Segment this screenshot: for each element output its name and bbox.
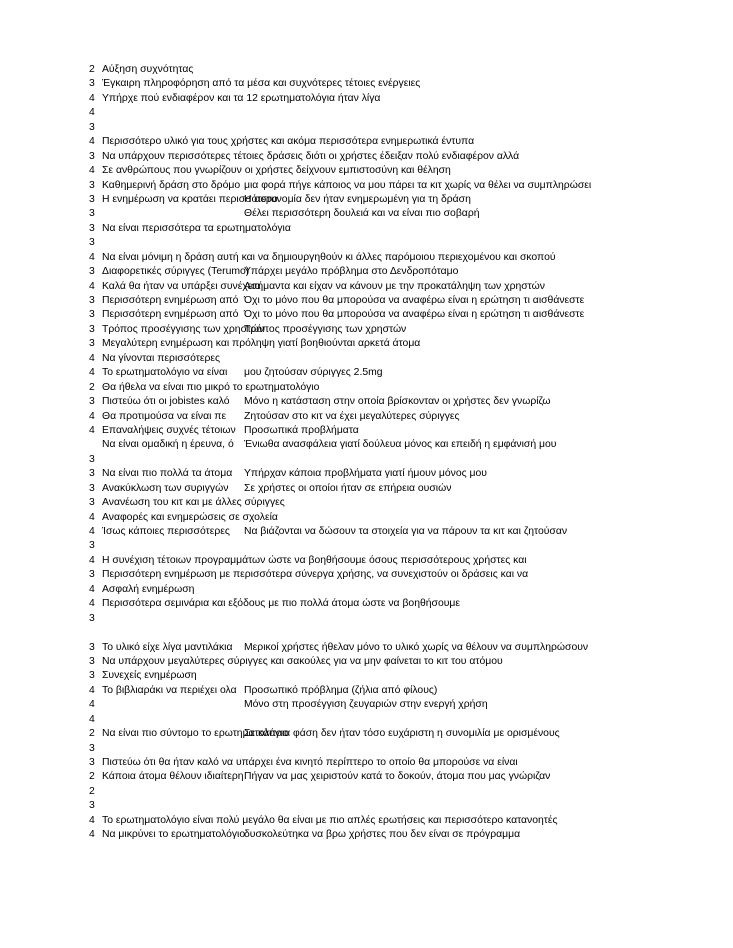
suggestion-cell: Να είναι πιο σύντομο το ερωτηματολόγιο [102,728,289,740]
rating-cell: 3 [89,641,95,653]
rating-cell: 3 [89,670,95,682]
rating-cell: 2 [89,728,95,740]
table-row [0,713,733,727]
table-row [0,828,733,842]
problem-cell: Μόνο στη προσέγγιση ζευγαριών στην ενεργή χρήση [244,699,488,711]
rating-cell: 3 [89,222,95,234]
problem-cell: Σε κάποια φάση δεν ήταν τόσο ευχάριστη η συνομιλία με ορισμένους [244,728,560,740]
problem-cell: Υπήρχαν κάποια προβλήματα γιατί ήμουν μόνος μου [244,468,487,480]
problem-cell: μου ζητούσαν σύριγγες 2.5mg [244,367,383,379]
table-row [0,727,733,741]
suggestion-cell: Αύξηση συχνότητας [102,64,194,75]
table-row [0,467,733,481]
rating-cell: 3 [89,540,95,552]
table-row [0,698,733,712]
suggestion-cell: Περισσότερο υλικό για τους χρήστες και ακόμα περισσότερα ενημερωτικά έντυπα [102,136,475,148]
suggestion-cell: Υπήρχε πού ενδιαφέρον και τα 12 ερωτηματολόγια ήταν λίγα [102,92,381,104]
suggestion-cell: Ανακύκλωση των συριγγών [102,482,229,494]
rating-cell: 4 [89,554,95,566]
table-row [0,265,733,279]
problem-cell: Όχι το μόνο που θα μπορούσα να αναφέρω είναι η ερώτηση τι αισθάνεστε [244,309,585,321]
table-row [0,251,733,265]
rating-cell: 4 [89,107,95,119]
table-row [0,641,733,655]
problem-cell: Τρόπος προσέγγισης των χρηστών [244,323,407,335]
rating-cell: 4 [89,684,95,696]
rating-cell: 3 [89,295,95,306]
suggestion-cell: Η ενημέρωση να κρατάει περισσότερο [102,193,278,205]
suggestion-cell: Περισσότερη ενημέρωση από [102,309,239,321]
suggestion-cell: Έγκαιρη πληροφόρηση από τα μέσα και συχνότερες τέτοιες ενέργειες [102,78,421,90]
table-row [0,106,733,120]
rating-cell: 3 [89,453,95,465]
table-row [0,207,733,221]
suggestion-cell: Συνεχείς ενημέρωση [102,670,197,682]
rating-cell: 4 [89,424,95,436]
problem-cell: Μόνο η κατάσταση στην οποία βρίσκονταν οι χρήστες δεν γνωρίζω [244,396,551,408]
table-row [0,294,733,308]
suggestion-cell: Θα ήθελα να είναι πιο μικρό το ερωτηματολόγιο [102,381,320,393]
table-row [0,453,733,467]
suggestion-cell: Ίσως κάποιες περισσότερες [102,526,230,537]
table-row [0,395,733,409]
table-row [0,770,733,784]
table-row [0,121,733,135]
table-row [0,612,733,626]
table-row [0,669,733,683]
rating-cell: 4 [89,352,95,364]
table-row [0,352,733,366]
suggestion-cell: Καλά θα ήταν να υπάρξει συνέχεια [102,280,261,292]
rating-cell: 4 [89,280,95,292]
rating-cell: 4 [89,699,95,711]
problem-cell: Πήγαν να μας χειριστούν κατά το δοκούν, άτομα που μας γνώριζαν [244,771,551,783]
problem-cell: Υπάρχει μεγάλο πρόβλημα στο Δενδροπόταμο [244,266,459,278]
suggestion-cell: Επαναλήψεις συχνές τέτοιων [102,424,236,436]
table-row [0,482,733,496]
rating-cell: 3 [89,612,95,624]
rating-cell: 4 [89,92,95,104]
rating-cell: 3 [89,323,95,335]
rating-cell: 4 [89,511,95,523]
suggestion-cell: Το ερωτηματολόγιο είναι πολύ μεγάλο θα είναι με πιο απλές ερωτήσεις και περισσότερο κατανοητές [102,814,558,826]
rating-cell: 3 [89,150,95,162]
rating-cell: 4 [89,598,95,610]
table-row [0,150,733,164]
suggestion-cell: Περισσότερα σεμινάρια και εξόδους με πιο πολλά άτομα ώστε να βοηθήσουμε [102,598,461,610]
rating-cell: 4 [89,136,95,148]
problem-cell: Η αστυνομία δεν ήταν ενημερωμένη για τη δράση [244,193,471,205]
table-row [0,799,733,813]
table-row [0,236,733,250]
rating-cell: 2 [89,381,95,393]
table-row [0,684,733,698]
suggestion-cell: Διαφορετικές σύριγγες (Terumo) [102,266,250,278]
rating-cell: 3 [89,742,95,754]
suggestion-cell: Να γίνονται περισσότερες [102,352,220,364]
rating-cell: 3 [89,309,95,321]
table-row [0,626,733,640]
rating-cell: 3 [89,468,95,480]
rating-cell: 4 [89,251,95,263]
rating-cell: 3 [89,179,95,191]
suggestion-cell: Το υλικό είχε λίγα μαντιλάκια [102,641,233,653]
problem-cell: Όχι το μόνο που θα μπορούσα να αναφέρω είναι η ερώτηση τι αισθάνεστε [244,295,585,306]
rating-cell: 3 [89,396,95,408]
suggestion-cell: Ανανέωση του κιτ και με άλλες σύριγγες [102,497,285,509]
table-row [0,655,733,669]
problem-cell: Να βιάζονται να δώσουν τα στοιχεία για να πάρουν τα κιτ και ζητούσαν [244,526,568,537]
rating-cell: 3 [89,569,95,581]
suggestion-cell: Μεγαλύτερη ενημέρωση και πρόληψη γιατί βοηθιούνται αρκετά άτομα [102,338,421,350]
rating-cell: 4 [89,713,95,725]
table-row [0,135,733,149]
table-row [0,410,733,424]
suggestion-cell: Το βιβλιαράκι να περιέχει ολα [102,684,237,696]
suggestion-cell: Πιστεύω ότι οι jobistes καλό [102,396,230,408]
problem-cell: Θέλει περισσότερη δουλειά και να είναι πιο σοβαρή [244,208,480,220]
table-row [0,597,733,611]
suggestion-cell: Η συνέχιση τέτοιων προγραμμάτων ώστε να βοηθήσουμε όσους περισσότερους χρήστες και [102,554,527,566]
rating-cell: 4 [89,526,95,537]
table-row [0,280,733,294]
table-row [0,583,733,597]
table-row [0,511,733,525]
table-row [0,308,733,322]
problem-cell: Προσωπικά προβλήματα [244,424,359,436]
spreadsheet-printout [0,63,733,843]
suggestion-cell: Θα προτιμούσα να είναι πε [102,410,227,422]
rating-cell: 4 [89,367,95,379]
table-row [0,193,733,207]
table-row [0,539,733,553]
problem-cell: Προσωπικό πρόβλημα (ζήλια από φίλους) [244,684,438,696]
table-row [0,785,733,799]
table-row [0,496,733,510]
rating-cell: 4 [89,410,95,422]
table-row [0,92,733,106]
suggestion-cell: Σε ανθρώπους που γνωρίζουν οι χρήστες δείχνουν εμπιστοσύνη και θέληση [102,165,451,177]
suggestion-cell: Πιστεύω ότι θα ήταν καλό να υπάρχει ένα κινητό περίπτερο το οποίο θα μπορούσε να είναι [102,757,518,768]
problem-cell: μια φορά πήγε κάποιος να μου πάρει τα κιτ χωρίς να θέλει να συμπληρώσει [244,179,592,191]
suggestion-cell: Αναφορές και ενημερώσεις σε σχολεία [102,511,278,523]
rating-cell: 2 [89,771,95,783]
rating-cell: 3 [89,482,95,494]
table-row [0,424,733,438]
suggestion-cell: Το ερωτηματολόγιο να είναι [102,367,228,379]
table-row [0,568,733,582]
table-row [0,323,733,337]
suggestion-cell: Να είναι πιο πολλά τα άτομα [102,468,233,480]
rating-cell: 3 [89,193,95,205]
table-row [0,554,733,568]
rating-cell: 3 [89,497,95,509]
problem-cell: Ασήμαντα και είχαν να κάνουν με την προκατάληψη των χρηστών [244,280,545,292]
table-row [0,179,733,193]
rating-cell: 3 [89,78,95,90]
suggestion-cell: Περισσότερη ενημέρωση από [102,295,239,306]
rating-cell: 2 [89,785,95,797]
rating-cell: 3 [89,655,95,667]
table-row [0,438,733,452]
table-row [0,77,733,91]
suggestion-cell: Να υπάρχουν μεγαλύτερες σύριγγες και σακούλες για να μην φαίνεται το κιτ του ατόμου [102,655,503,667]
suggestion-cell: Τρόπος προσέγγισης των χρηστών [102,323,265,335]
problem-cell: Σε χρήστες οι οποίοι ήταν σε επήρεια ουσιών [244,482,452,494]
suggestion-cell: Να μικρύνει το ερωτηματολόγιο [102,829,246,841]
suggestion-cell: Ασφαλή ενημέρωση [102,583,195,595]
table-row [0,381,733,395]
problem-cell: Μερικοί χρήστες ήθελαν μόνο το υλικό χωρίς να θέλουν να συμπληρώσουν [244,641,589,653]
suggestion-cell: Να είναι περισσότερα τα ερωτηματολόγια [102,222,291,234]
suggestion-cell: Να είναι μόνιμη η δράση αυτή και να δημιουργηθούν κι άλλες παρόμοιου περιεχομένου και σκοπού [102,251,556,263]
rating-cell: 3 [89,800,95,812]
rating-cell: 3 [89,266,95,278]
problem-cell: δυσκολεύτηκα να βρω χρήστες που δεν είναι σε πρόγραμμα [244,829,521,841]
suggestion-cell: Περισσότερη ενημέρωση με περισσότερα σύνεργα χρήσης, να συνεχιστούν οι δράσεις και να [102,569,529,581]
table-row [0,366,733,380]
rating-cell: 3 [89,237,95,249]
rating-cell: 4 [89,165,95,177]
rating-cell: 2 [89,64,95,75]
rating-cell: 4 [89,829,95,841]
rating-cell: 4 [89,814,95,826]
rating-cell: 3 [89,121,95,133]
rating-cell: 3 [89,757,95,768]
rating-cell: 3 [89,338,95,350]
table-row [0,525,733,539]
table-row [0,63,733,77]
suggestion-cell: Να υπάρχουν περισσότερες τέτοιες δράσεις διότι οι χρήστες έδειξαν πολύ ενδιαφέρον αλλά [102,150,520,162]
suggestion-cell: Κάποια άτομα θέλουν ιδιαίτερη [102,771,244,783]
table-row [0,814,733,828]
problem-cell: Ένιωθα ανασφάλεια γιατί δούλευα μόνος και επειδή η εμφάνισή μου [244,439,557,451]
table-row [0,164,733,178]
rating-cell: 3 [89,208,95,220]
table-row [0,222,733,236]
suggestion-cell: Να είναι ομαδική η έρευνα, ό [102,439,234,451]
table-row [0,337,733,351]
table-row [0,742,733,756]
table-row [0,756,733,770]
problem-cell: Ζητούσαν στο κιτ να έχει μεγαλύτερες σύριγγες [244,410,460,422]
suggestion-cell: Καθημερινή δράση στο δρόμο [102,179,241,191]
rating-cell: 4 [89,583,95,595]
